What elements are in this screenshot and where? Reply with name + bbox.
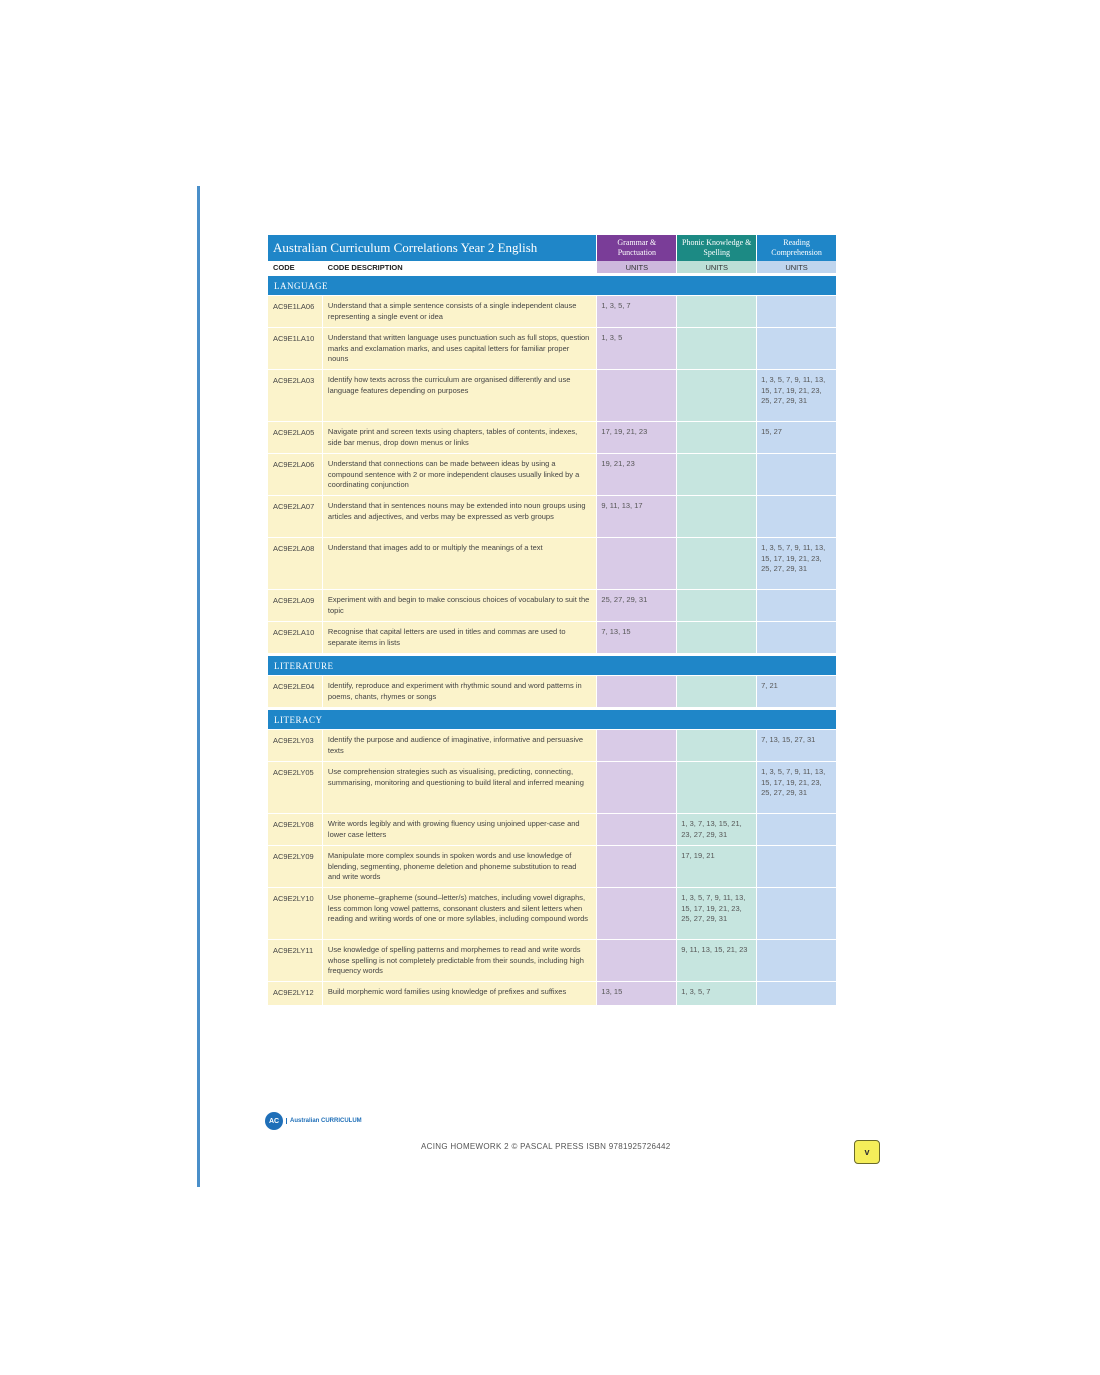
row-code: AC9E2LA08: [268, 538, 322, 589]
grammar-units: 7, 13, 15: [597, 622, 676, 653]
row-code: AC9E2LY10: [268, 888, 322, 939]
row-code: AC9E2LY09: [268, 846, 322, 887]
page-number: v: [854, 1140, 880, 1164]
table-row: [268, 940, 836, 981]
row-description: Understand that connections can be made between ideas by using a compound sentence with 2 or more independent clauses usually linked by a coordinating conjunction: [323, 454, 597, 495]
table-row: [268, 982, 836, 1005]
phonic-units: 9, 11, 13, 15, 21, 23: [677, 940, 756, 981]
row-code: AC9E2LY12: [268, 982, 322, 1005]
reading-units: 1, 3, 5, 7, 9, 11, 13, 15, 17, 19, 21, 23, 25, 27, 29, 31: [757, 762, 836, 813]
section-header: LANGUAGE: [268, 276, 836, 295]
table-row: [268, 422, 836, 453]
reading-units: [757, 622, 836, 653]
grammar-units: [597, 370, 676, 421]
row-code: AC9E1LA06: [268, 296, 322, 327]
table-title: Australian Curriculum Correlations Year 2 English: [268, 235, 596, 261]
column-grammar: Grammar & Punctuation: [597, 235, 676, 261]
row-code: AC9E2LY03: [268, 730, 322, 761]
row-description: Understand that written language uses punctuation such as full stops, question marks and exclamation marks, and uses capital letters for familiar proper nouns: [323, 328, 597, 369]
reading-units: 1, 3, 5, 7, 9, 11, 13, 15, 17, 19, 21, 23, 25, 27, 29, 31: [757, 370, 836, 421]
table-row: [268, 622, 836, 653]
reading-units: [757, 328, 836, 369]
phonic-units: [677, 622, 756, 653]
units-label: UNITS: [757, 261, 836, 273]
reading-units: 1, 3, 5, 7, 9, 11, 13, 15, 17, 19, 21, 23, 25, 27, 29, 31: [757, 538, 836, 589]
logo-text: Australian CURRICULUM: [286, 1118, 362, 1125]
row-code: AC9E2LE04: [268, 676, 322, 707]
description-label: CODE DESCRIPTION: [327, 262, 403, 272]
australian-curriculum-logo: [265, 1112, 362, 1130]
row-description: Identify, reproduce and experiment with rhythmic sound and word patterns in poems, chants, rhymes or songs: [323, 676, 597, 707]
table-row: [268, 814, 836, 845]
row-code: AC9E2LY08: [268, 814, 322, 845]
units-label: UNITS: [677, 261, 756, 273]
grammar-units: 1, 3, 5, 7: [597, 296, 676, 327]
phonic-units: [677, 496, 756, 537]
grammar-units: [597, 846, 676, 887]
row-description: Understand that a simple sentence consists of a single independent clause representing a single event or idea: [323, 296, 597, 327]
grammar-units: 17, 19, 21, 23: [597, 422, 676, 453]
reading-units: 7, 13, 15, 27, 31: [757, 730, 836, 761]
section-header: LITERACY: [268, 710, 836, 729]
grammar-units: 13, 15: [597, 982, 676, 1005]
table-body: [268, 276, 836, 1005]
code-label: CODE: [273, 262, 295, 272]
column-phonic: Phonic Knowledge & Spelling: [677, 235, 756, 261]
grammar-units: [597, 888, 676, 939]
grammar-units: [597, 676, 676, 707]
row-description: Identify how texts across the curriculum are organised differently and use language features depending on purposes: [323, 370, 597, 421]
reading-units: [757, 982, 836, 1005]
phonic-units: [677, 676, 756, 707]
grammar-units: [597, 730, 676, 761]
row-code: AC9E2LA05: [268, 422, 322, 453]
table-row: [268, 370, 836, 421]
reading-units: [757, 814, 836, 845]
row-code: AC9E1LA10: [268, 328, 322, 369]
reading-units: [757, 296, 836, 327]
phonic-units: 1, 3, 5, 7: [677, 982, 756, 1005]
row-code: AC9E2LA06: [268, 454, 322, 495]
reading-units: [757, 888, 836, 939]
row-code: AC9E2LA10: [268, 622, 322, 653]
grammar-units: 25, 27, 29, 31: [597, 590, 676, 621]
row-description: Navigate print and screen texts using chapters, tables of contents, indexes, side bar menus, drop down menus or links: [323, 422, 597, 453]
table-row: [268, 454, 836, 495]
row-description: Use knowledge of spelling patterns and morphemes to read and write words whose spelling is not completely predictable from their sounds, including high frequency words: [323, 940, 597, 981]
row-description: Write words legibly and with growing fluency using unjoined upper-case and lower case letters: [323, 814, 597, 845]
units-label: UNITS: [597, 261, 676, 273]
table-subheader: [268, 261, 836, 273]
table-row: [268, 676, 836, 707]
grammar-units: [597, 814, 676, 845]
row-description: Manipulate more complex sounds in spoken words and use knowledge of blending, segmenting, phoneme deletion and phoneme substitution to read and write words: [323, 846, 597, 887]
column-reading: Reading Comprehension: [757, 235, 836, 261]
reading-units: [757, 496, 836, 537]
reading-units: [757, 590, 836, 621]
phonic-units: [677, 328, 756, 369]
phonic-units: [677, 590, 756, 621]
phonic-units: 1, 3, 7, 13, 15, 21, 23, 27, 29, 31: [677, 814, 756, 845]
phonic-units: 17, 19, 21: [677, 846, 756, 887]
row-code: AC9E2LA03: [268, 370, 322, 421]
row-description: Understand that in sentences nouns may be extended into noun groups using articles and adjectives, and verbs may be expressed as verb groups: [323, 496, 597, 537]
table-row: [268, 296, 836, 327]
row-code: AC9E2LY05: [268, 762, 322, 813]
footer-text: ACING HOMEWORK 2 © PASCAL PRESS ISBN 9781925726442: [421, 1142, 671, 1151]
margin-rule: [197, 186, 200, 1187]
grammar-units: 1, 3, 5: [597, 328, 676, 369]
row-description: Recognise that capital letters are used in titles and commas are used to separate items in lists: [323, 622, 597, 653]
row-description: Experiment with and begin to make conscious choices of vocabulary to suit the topic: [323, 590, 597, 621]
grammar-units: [597, 940, 676, 981]
table-row: [268, 538, 836, 589]
table-row: [268, 888, 836, 939]
table-row: [268, 846, 836, 887]
row-code: AC9E2LA09: [268, 590, 322, 621]
row-description: Identify the purpose and audience of imaginative, informative and persuasive texts: [323, 730, 597, 761]
phonic-units: [677, 730, 756, 761]
table-header: [268, 235, 836, 261]
reading-units: [757, 846, 836, 887]
reading-units: 7, 21: [757, 676, 836, 707]
logo-mark: AC: [265, 1112, 283, 1130]
table-row: [268, 496, 836, 537]
phonic-units: [677, 538, 756, 589]
reading-units: [757, 454, 836, 495]
row-description: Understand that images add to or multiply the meanings of a text: [323, 538, 597, 589]
phonic-units: [677, 762, 756, 813]
phonic-units: [677, 422, 756, 453]
correlations-table: [268, 235, 836, 1005]
row-description: Use phoneme–grapheme (sound–letter/s) matches, including vowel digraphs, less common long vowel patterns, consonant clusters and silent letters when reading and writing words of one or more syllables, including compound words: [323, 888, 597, 939]
grammar-units: 19, 21, 23: [597, 454, 676, 495]
grammar-units: [597, 762, 676, 813]
grammar-units: [597, 538, 676, 589]
phonic-units: [677, 296, 756, 327]
section-header: LITERATURE: [268, 656, 836, 675]
row-description: Build morphemic word families using knowledge of prefixes and suffixes: [323, 982, 597, 1005]
grammar-units: 9, 11, 13, 17: [597, 496, 676, 537]
row-description: Use comprehension strategies such as visualising, predicting, connecting, summarising, monitoring and questioning to build literal and inferred meaning: [323, 762, 597, 813]
table-row: [268, 762, 836, 813]
row-code: AC9E2LY11: [268, 940, 322, 981]
reading-units: 15, 27: [757, 422, 836, 453]
table-row: [268, 730, 836, 761]
table-row: [268, 590, 836, 621]
row-code: AC9E2LA07: [268, 496, 322, 537]
phonic-units: [677, 370, 756, 421]
phonic-units: [677, 454, 756, 495]
reading-units: [757, 940, 836, 981]
phonic-units: 1, 3, 5, 7, 9, 11, 13, 15, 17, 19, 21, 23, 25, 27, 29, 31: [677, 888, 756, 939]
table-row: [268, 328, 836, 369]
